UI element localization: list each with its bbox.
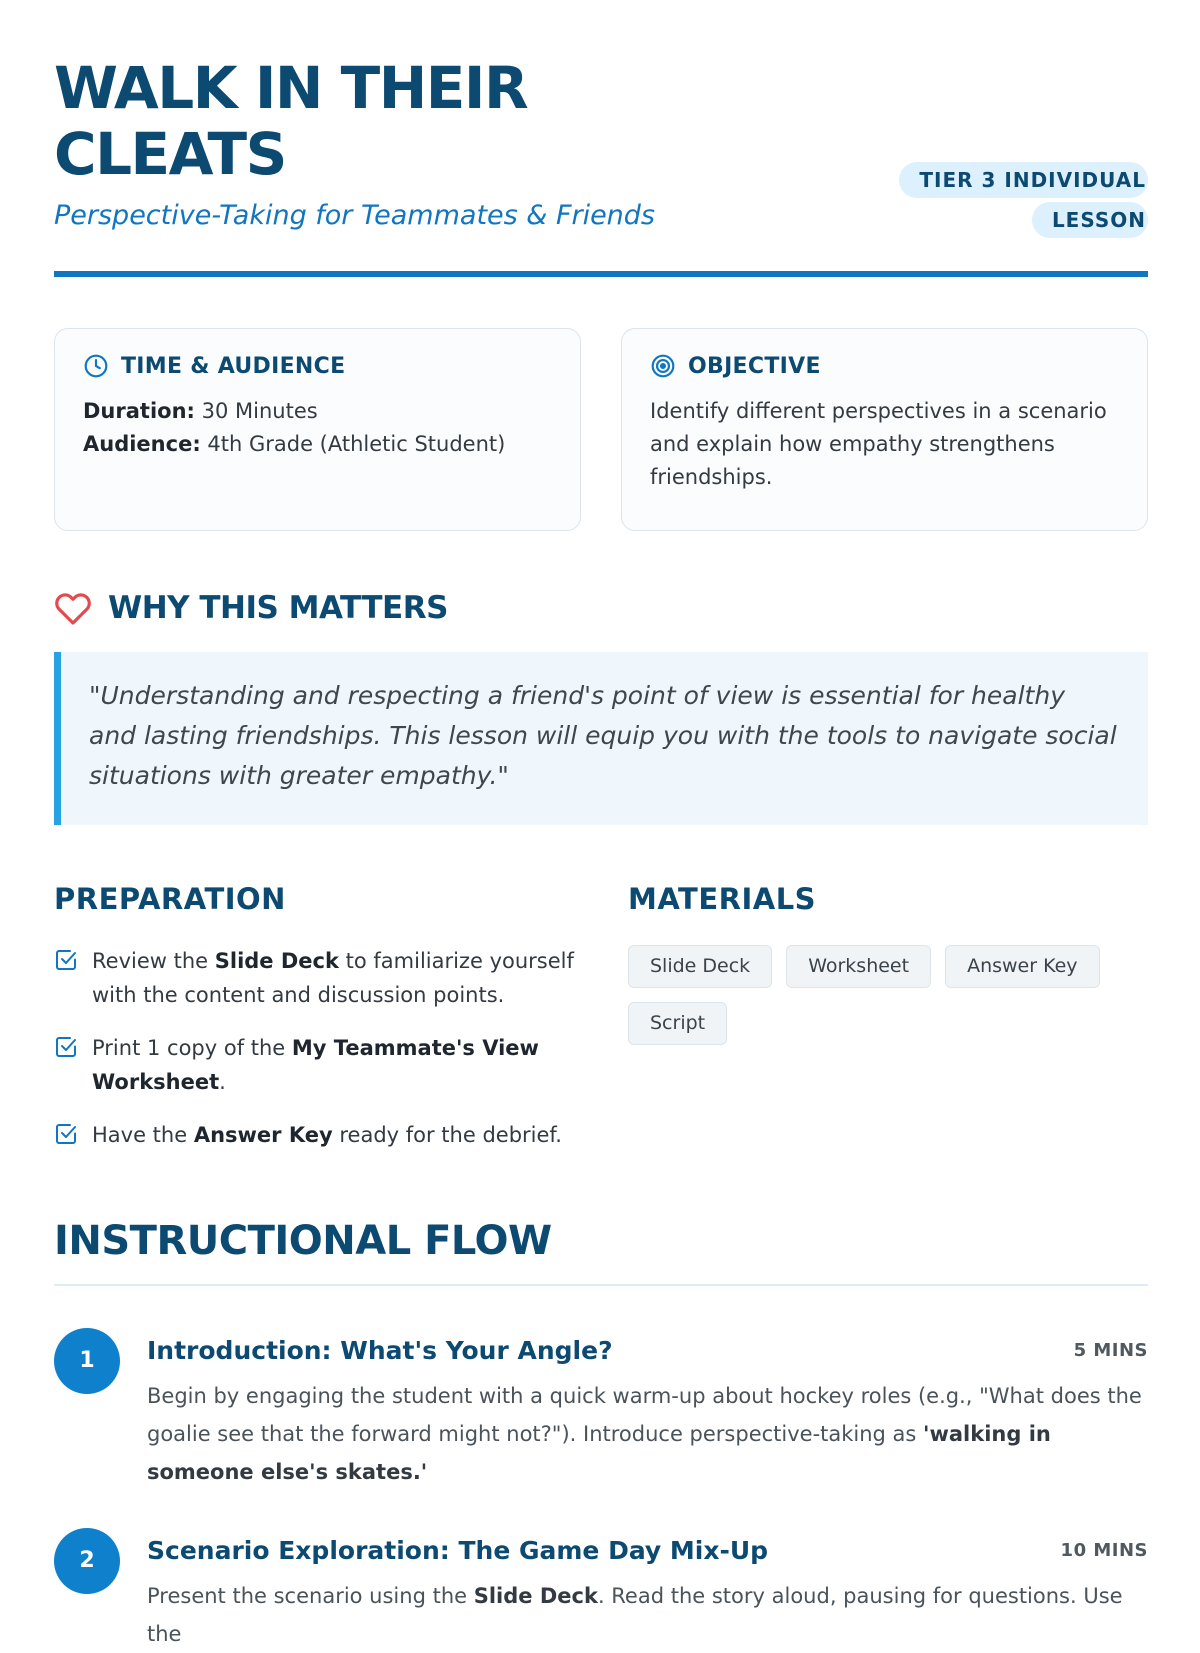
preparation-item-text (92, 944, 584, 1012)
duration-value: 30 Minutes (201, 399, 318, 423)
step-title: Scenario Exploration: The Game Day Mix-Up (147, 1536, 769, 1565)
lesson-title-line-1: WALK IN THEIR (54, 54, 528, 122)
material-tag-script[interactable]: Script (628, 1002, 727, 1045)
step-description (147, 1377, 1148, 1491)
lesson-title-line-2: CLEATS (54, 120, 286, 188)
prep-1-text-bold: Slide Deck (214, 949, 339, 973)
checkbox-checked-icon (54, 1122, 78, 1146)
step-2-text-bold: Slide Deck (473, 1584, 598, 1608)
step-2-text-start: Present the scenario using the (147, 1584, 474, 1608)
step-1-text-bold: 'walking in someone else's skates.' (147, 1422, 1051, 1484)
checkbox-checked-icon (54, 948, 78, 972)
step-duration: 5 MINS (1073, 1340, 1148, 1361)
instructional-flow-heading: INSTRUCTIONAL FLOW (54, 1218, 552, 1264)
tier-badge-label: TIER 3 INDIVIDUAL LESSON (899, 162, 1148, 238)
lesson-subtitle: Perspective-Taking for Teammates & Friends (54, 200, 656, 231)
audience-label: Audience: (83, 432, 201, 456)
step-duration: 10 MINS (1060, 1540, 1148, 1561)
time-audience-header (83, 353, 552, 379)
preparation-item (54, 944, 584, 1012)
material-tag-slide-deck[interactable]: Slide Deck (628, 945, 772, 988)
duration-line (83, 395, 552, 428)
prep-1-text-end: to familiarize yourself with the content and discussion points. (92, 949, 574, 1007)
why-this-matters-quote: "Understanding and respecting a friend's point of view is essential for healthy and lasting friendships. This lesson will equip you with the tools to navigate social situations with greater empathy." (54, 652, 1148, 825)
tier-badge (893, 160, 1148, 240)
prep-1-text-start: Review the (92, 949, 215, 973)
section-divider (54, 1284, 1148, 1286)
materials-tags (628, 945, 1128, 1045)
preparation-item (54, 1031, 584, 1099)
objective-header (650, 353, 1119, 379)
prep-2-text-start: Print 1 copy of the (92, 1036, 292, 1060)
preparation-list (54, 944, 584, 1171)
objective-heading: OBJECTIVE (688, 353, 821, 379)
lesson-header (54, 55, 1148, 277)
why-this-matters-heading: WHY THIS MATTERS (108, 590, 448, 626)
material-tag-answer-key[interactable]: Answer Key (945, 945, 1099, 988)
preparation-item-text (92, 1031, 584, 1099)
why-this-matters-header (54, 590, 448, 626)
objective-text: Identify different perspectives in a scenario and explain how empathy strengthens friendships. (650, 399, 1107, 489)
step-2-text-end: . Read the story aloud, pausing for questions. Use the (147, 1584, 1123, 1646)
prep-3-text-start: Have the (92, 1123, 194, 1147)
prep-3-text-bold: Answer Key (193, 1123, 333, 1147)
time-audience-heading: TIME & AUDIENCE (121, 353, 346, 379)
lesson-plan-page (54, 0, 1148, 1646)
preparation-item-text (92, 1118, 562, 1152)
materials-heading: MATERIALS (628, 882, 817, 916)
duration-label: Duration: (83, 399, 195, 423)
step-number-badge: 1 (54, 1328, 120, 1394)
audience-value: 4th Grade (Athletic Student) (207, 432, 506, 456)
step-number-badge: 2 (54, 1528, 120, 1594)
heart-icon (54, 590, 92, 626)
time-audience-card (54, 328, 581, 531)
prep-2-text-bold: My Teammate's View Worksheet (92, 1036, 539, 1094)
objective-card (621, 328, 1148, 531)
step-title: Introduction: What's Your Angle? (147, 1336, 613, 1365)
audience-line (83, 428, 552, 461)
clock-icon (83, 353, 109, 379)
lesson-title (54, 55, 527, 187)
target-icon (650, 353, 676, 379)
step-1-text-start: Begin by engaging the student with a quick warm-up about hockey roles (e.g., "What does the goalie see that the forward might not?"). Introduce perspective-taking as (147, 1384, 1142, 1446)
preparation-heading: PREPARATION (54, 882, 286, 916)
material-tag-worksheet[interactable]: Worksheet (786, 945, 931, 988)
preparation-item (54, 1118, 584, 1152)
prep-3-text-end: ready for the debrief. (332, 1123, 562, 1147)
step-description (147, 1577, 1148, 1653)
checkbox-checked-icon (54, 1035, 78, 1059)
prep-2-text-end: . (219, 1070, 226, 1094)
